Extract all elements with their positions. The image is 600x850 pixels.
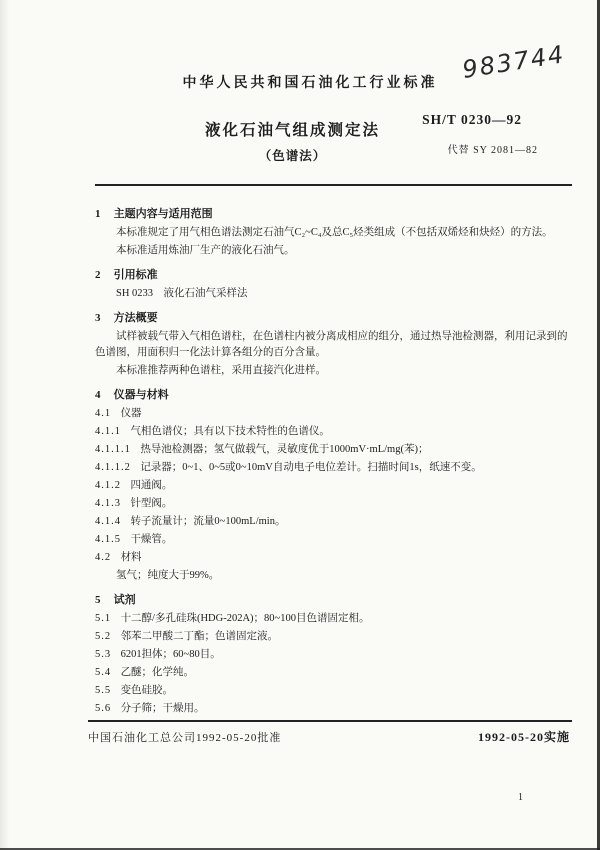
clause-number: 4.1.2 <box>95 480 121 491</box>
clause-line <box>95 611 575 627</box>
document-subtitle: （色谱法） <box>258 149 327 163</box>
replaces-note: 代替 SY 2081—82 <box>447 145 538 156</box>
clause-line <box>95 424 575 440</box>
document-title-block <box>95 118 490 164</box>
clause-line <box>95 647 575 663</box>
footer-row <box>88 728 570 745</box>
clause-text: 热导池检测器；氢气做载气，灵敏度优于1000mV·mL/mg(苯)； <box>140 444 429 455</box>
clause-line <box>95 514 575 530</box>
clause-text: 四通阀。 <box>130 480 173 491</box>
section-heading <box>95 267 575 283</box>
clause-text: 材料 <box>120 552 142 563</box>
clause-line <box>95 532 575 548</box>
clause-text: 本标准推荐两种色谱柱，采用直接汽化进样。 <box>116 365 326 376</box>
paragraph <box>95 329 575 361</box>
clause-number: 4.1.4 <box>95 516 121 527</box>
clause-number: 5.4 <box>95 667 112 678</box>
clause-number: 3 <box>95 312 102 324</box>
clause-number: 5.3 <box>95 649 112 660</box>
clause-text: 分子筛；干燥用。 <box>120 703 205 714</box>
clause-text: 变色硅胶。 <box>120 685 174 696</box>
clause-text: 气相色谱仪；具有以下技术特性的色谱仪。 <box>130 426 330 437</box>
clause-line <box>95 478 575 494</box>
section-heading <box>95 310 575 326</box>
clause-number: 5.5 <box>95 685 112 696</box>
clause-number: 4.1.5 <box>95 534 121 545</box>
handwritten-serial: 983744 <box>460 40 568 84</box>
clause-text: 方法概要 <box>113 312 158 324</box>
clause-text: 试样被载气带入气相色谱柱，在色谱柱内被分离成相应的组分，通过热导池检测器，利用记录到的色谱图，用面积归一化法计算各组分的百分含量。 <box>95 331 568 358</box>
clause-text: 十二醇/多孔硅珠(HDG-202A)；80~100目色谱固定相。 <box>120 613 370 624</box>
paragraph <box>95 568 575 584</box>
implementation-note: 1992-05-20实施 <box>478 730 570 744</box>
clause-text: 仪器 <box>120 408 142 419</box>
clause-number: 5.6 <box>95 703 112 714</box>
paragraph <box>95 363 575 379</box>
section-heading <box>95 387 575 403</box>
clause-line <box>95 406 575 422</box>
clause-text: 引用标准 <box>113 269 158 281</box>
paragraph <box>95 243 575 259</box>
clause-line <box>95 496 575 512</box>
clause-text: 主题内容与适用范围 <box>113 208 213 220</box>
clause-text: 本标准适用炼油厂生产的液化石油气。 <box>116 245 295 256</box>
document-body <box>95 198 575 719</box>
section-heading <box>95 592 575 608</box>
clause-line <box>95 665 575 681</box>
clause-number: 4.2 <box>95 552 112 563</box>
clause-text: 本标准规定了用气相色谱法测定石油气C₂~C₄及总C₅烃类组成（不包括双烯烃和炔烃）的方法。 <box>116 227 553 238</box>
clause-line <box>95 460 575 476</box>
clause-number: 5.1 <box>95 613 112 624</box>
section-heading <box>95 206 575 222</box>
clause-line <box>95 683 575 699</box>
clause-number: 4.1.3 <box>95 498 121 509</box>
clause-line <box>95 701 575 717</box>
scan-shadow-left <box>0 0 10 850</box>
clause-text: 转子流量计；流量0~100mL/min。 <box>130 516 286 527</box>
clause-text: 邻苯二甲酸二丁酯；色谱固定液。 <box>120 631 279 642</box>
clause-text: 试剂 <box>113 594 136 606</box>
clause-number: 4.1.1.1 <box>95 444 131 455</box>
clause-line <box>95 550 575 566</box>
footer-rule <box>88 720 572 722</box>
clause-number: 5 <box>95 594 102 606</box>
standard-org-line: 中华人民共和国石油化工行业标准 <box>182 76 438 91</box>
clause-text: 6201担体；60~80目。 <box>120 649 221 660</box>
clause-line <box>95 442 575 458</box>
clause-number: 2 <box>95 269 102 281</box>
clause-text: 氢气；纯度大于99%。 <box>116 570 220 581</box>
clause-number: 5.2 <box>95 631 112 642</box>
clause-number: 4.1.1.2 <box>95 462 131 473</box>
clause-text: 仪器与材料 <box>113 389 169 401</box>
page-number: 1 <box>518 792 523 803</box>
clause-text: 针型阀。 <box>130 498 173 509</box>
header-rule <box>95 184 572 186</box>
document-title: 液化石油气组成测定法 <box>204 122 380 139</box>
clause-number: 1 <box>95 208 102 220</box>
clause-number: 4 <box>95 389 102 401</box>
approval-note: 中国石油化工总公司1992-05-20批准 <box>88 732 282 744</box>
standard-code: SH/T 0230—92 <box>422 112 522 127</box>
clause-text: 干燥管。 <box>130 534 173 545</box>
clause-number: 4.1.1 <box>95 426 121 437</box>
paragraph <box>95 225 575 241</box>
clause-text: 乙醚；化学纯。 <box>120 667 195 678</box>
clause-text: 记录器；0~1、0~5或0~10mV自动电子电位差计。扫描时间1s，纸速不变。 <box>140 462 482 473</box>
paragraph <box>95 286 575 302</box>
clause-number: 4.1 <box>95 408 112 419</box>
clause-line <box>95 629 575 645</box>
clause-text: SH 0233 液化石油气采样法 <box>116 288 248 299</box>
